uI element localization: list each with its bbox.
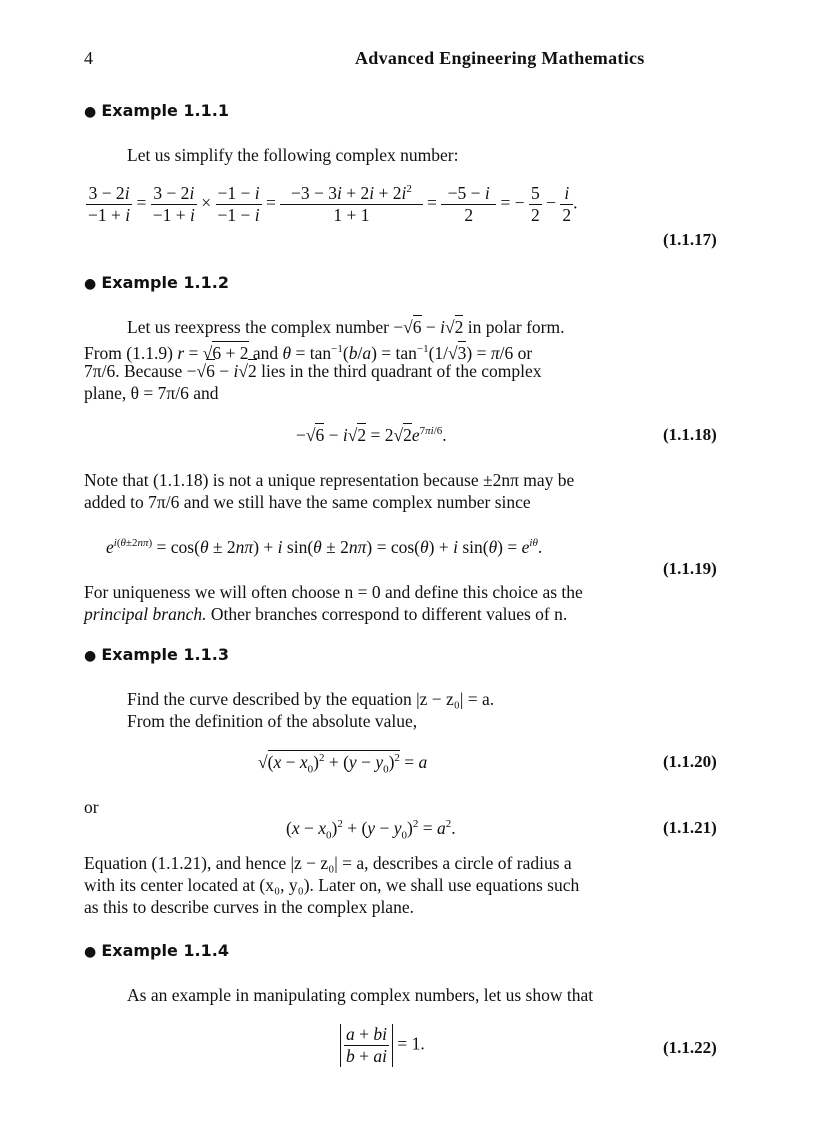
example-3-title: Example 1.1.3: [101, 645, 229, 664]
example-3-line-1: Find the curve described by the equation |z − z₀| = a.: [127, 689, 495, 709]
eq-number-1-1-21: (1.1.21): [663, 818, 717, 837]
example-2-heading: [84, 273, 229, 292]
principal-branch-term: principal branch.: [84, 604, 207, 624]
eq-number-1-1-22: (1.1.22): [663, 1038, 717, 1057]
equation-1-1-22: $\frac{a + bi}{b + ai}$ = 1.: [340, 1024, 425, 1067]
example-1-title: Example 1.1.1: [101, 101, 229, 120]
eq-number-1-1-20: (1.1.20): [663, 752, 717, 771]
text-span: in polar form.: [467, 317, 565, 337]
bullet-icon: ●: [84, 104, 97, 120]
uniqueness-line-1: For uniqueness we will often choose n = 0 and define this choice as the: [84, 582, 583, 602]
equation-1-1-20: $√(x - x_0)^2 + (y - y_0)^2 = a$: [258, 752, 428, 776]
example-2-title: Example 1.1.2: [101, 273, 229, 292]
text-span: From (1.1.9): [84, 342, 173, 363]
or-word: or: [84, 797, 99, 817]
eq-number-1-1-19: (1.1.19): [663, 559, 717, 578]
example-3-heading: [84, 645, 229, 664]
text-span: lies in the third quadrant of the complex: [261, 361, 542, 381]
equation-1-1-18: $-√6 - i√2 = 2√2e^{7\pi i/6}$.: [296, 425, 447, 445]
text-span: Let us reexpress the complex number: [127, 317, 389, 337]
example-1-intro: Let us simplify the following complex number:: [127, 145, 459, 165]
example-1-heading: [84, 101, 229, 120]
example-2-line-3: 7π/6. Because −√6 − i√2 lies in the third quadrant of the complex: [84, 361, 542, 381]
equation-1-1-17: $\frac{3 - 2i}{-1 + i}$ = $\frac{3 - 2i}{-1 + i}$ × $\frac{-1 - i}{-1 - i}$ = $\frac{-3 - 3i + 2i + 2i^2}{1 + 1}$ = $\frac{-5 - i}{2}$ = − $\frac{5}{2}$ − $\frac{i}{2}$ .: [88, 183, 578, 225]
bullet-icon: ●: [84, 276, 97, 292]
text-span: and: [252, 342, 279, 363]
example-3-after-line-2: with its center located at (x₀, y₀). Later on, we shall use equations such: [84, 875, 580, 895]
text-span: 7π/6. Because: [84, 361, 183, 381]
example-4-heading: [84, 941, 229, 960]
running-title: Advanced Engineering Mathematics: [355, 48, 645, 68]
note-line-2: added to 7π/6 and we still have the same complex number since: [84, 492, 531, 512]
equation-1-1-21: $(x - x_0)^2 + (y - y_0)^2 = a^2$.: [286, 818, 456, 842]
uniqueness-line-2: [84, 603, 567, 625]
example-2-line-1: Let us reexpress the complex number −√6 − i√2 in polar form.: [127, 317, 565, 337]
example-2-line-2: From (1.1.9) r = √6 + 2 and $\theta = \tan^{-1}(b/a) = \tan^{-1}(1/√3) = \pi/6$ or: [84, 342, 533, 363]
example-3-after-line-1: Equation (1.1.21), and hence |z − z₀| = a, describes a circle of radius a: [84, 853, 572, 873]
example-4-title: Example 1.1.4: [101, 941, 229, 960]
example-4-intro: As an example in manipulating complex numbers, let us show that: [127, 985, 594, 1005]
page-number: 4: [84, 48, 93, 68]
bullet-icon: ●: [84, 648, 97, 664]
eq-number-1-1-17: (1.1.17): [663, 230, 717, 249]
text-span: Other branches correspond to different values of n.: [210, 604, 568, 624]
equation-1-1-19: $e^{i(\theta\pm 2n\pi)} = \cos(\theta \pm 2n\pi) + i$ sin(θ ± 2nπ) = cos(θ) + i $\sin(\theta) = e^{i\theta}$.: [106, 537, 543, 557]
text-span: or: [517, 342, 533, 363]
example-2-line-4: plane, θ = 7π/6 and: [84, 383, 219, 403]
example-3-after-line-3: as this to describe curves in the complex plane.: [84, 897, 414, 917]
bullet-icon: ●: [84, 944, 97, 960]
eq-number-1-1-18: (1.1.18): [663, 425, 717, 444]
note-line-1: Note that (1.1.18) is not a unique representation because ±2nπ may be: [84, 470, 575, 490]
example-3-line-2: From the definition of the absolute value,: [127, 711, 418, 731]
